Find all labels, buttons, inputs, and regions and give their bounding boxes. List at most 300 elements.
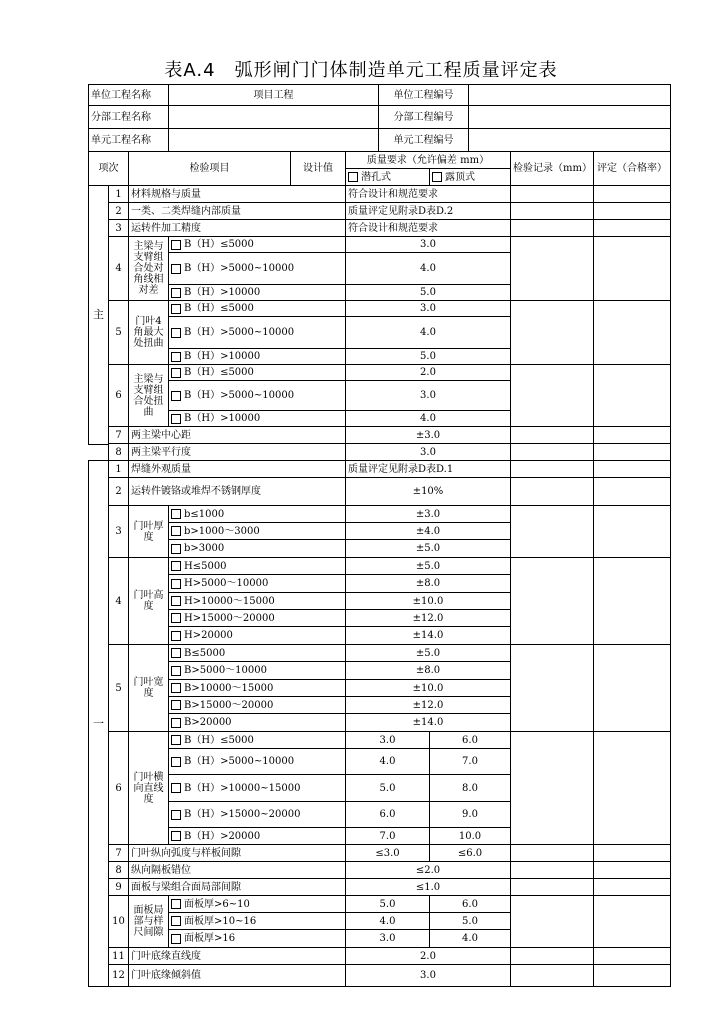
row-req-text: 2.0 [420, 950, 436, 962]
row-option [168, 380, 346, 411]
row-req-submerged [345, 731, 430, 749]
row-item-text: 主梁与支臂组合处扭曲 [133, 373, 164, 418]
row-req-text: ±14.0 [412, 630, 444, 641]
row-req-exposed [429, 929, 511, 948]
row-req-text: ±8.0 [415, 665, 441, 676]
row-item-text: 运转件加工精度 [131, 222, 201, 234]
row-req-text: ±5.0 [415, 543, 441, 554]
row-option [168, 364, 346, 381]
row-record[interactable] [510, 300, 594, 365]
row-item [128, 219, 346, 237]
row-req-text: ±4.0 [415, 525, 441, 537]
option-text: b≤1000 [184, 508, 225, 520]
row-eval[interactable] [593, 947, 671, 965]
option-text: B>10000～15000 [184, 682, 274, 694]
row-no [108, 895, 129, 948]
row-req-text: 3.0 [420, 239, 436, 250]
row-item [128, 202, 346, 220]
checkbox-icon[interactable] [171, 613, 181, 623]
option-text: B（H）>10000 [184, 287, 261, 298]
row-no-text: 3 [115, 222, 122, 234]
option-text: B>20000 [184, 717, 232, 728]
col-seq-text: 项次 [98, 163, 119, 174]
row-eval[interactable] [593, 844, 671, 862]
option-text: 潜孔式 [361, 171, 391, 183]
row-req-text: ±12.0 [412, 612, 444, 624]
checkbox-icon[interactable] [171, 700, 181, 710]
row-record[interactable] [510, 477, 594, 506]
row-item [128, 731, 169, 845]
row-eval[interactable] [593, 878, 671, 896]
label-unit-project [88, 84, 169, 106]
row-req-exposed-text: 9.0 [462, 809, 478, 820]
row-item-text: 面板与梁组合面局部间隙 [131, 881, 241, 893]
row-item [128, 947, 346, 965]
row-req-text: 4.0 [420, 413, 436, 424]
row-option [168, 731, 346, 749]
row-eval[interactable] [593, 861, 671, 879]
row-no [108, 557, 129, 645]
col-submerged [345, 168, 430, 186]
row-record[interactable] [510, 443, 594, 461]
checkbox-icon[interactable] [171, 240, 181, 250]
row-req-text: ≤2.0 [415, 864, 441, 876]
row-no-text: 6 [115, 390, 122, 401]
row-req-text: ±12.0 [412, 699, 444, 711]
checkbox-icon[interactable] [171, 899, 181, 909]
row-record[interactable] [510, 557, 594, 645]
row-req-submerged [345, 895, 430, 913]
value-unit-project[interactable] [168, 84, 379, 106]
row-req-text: ±3.0 [415, 508, 441, 520]
option-text: B（H）≤5000 [184, 734, 254, 746]
row-item-text: 门叶4角最大处扭曲 [133, 316, 164, 349]
row-item [128, 964, 346, 987]
option-text: 面板厚>16 [184, 933, 236, 944]
row-req-exposed [429, 731, 511, 749]
row-no-text: 5 [115, 327, 122, 338]
row-option [168, 348, 346, 365]
row-item [128, 185, 346, 203]
row-req [345, 644, 511, 662]
row-req [345, 348, 511, 365]
row-req-text: 3.0 [420, 303, 436, 314]
row-req [345, 696, 511, 714]
col-quality-req [345, 151, 511, 169]
row-req-text: 3.0 [420, 390, 436, 401]
row-eval[interactable] [593, 964, 671, 987]
row-item [128, 505, 169, 558]
row-item [128, 557, 169, 645]
row-req [345, 185, 511, 203]
row-req [345, 522, 511, 540]
label-unit-code [378, 84, 469, 106]
row-req-text: 符合设计和规范要求 [348, 222, 438, 234]
checkbox-icon[interactable] [171, 526, 181, 536]
row-no-text: 10 [112, 916, 125, 927]
row-req-exposed [429, 827, 511, 845]
checkbox-icon[interactable] [171, 561, 181, 571]
row-req [345, 661, 511, 680]
row-record[interactable] [510, 895, 594, 948]
label-sub-project-text: 分部工程名称 [91, 111, 151, 123]
row-item [128, 844, 346, 862]
row-record[interactable] [510, 185, 594, 203]
option-text: B（H）≤5000 [184, 303, 254, 314]
row-req-submerged [345, 912, 430, 930]
row-no [108, 964, 129, 987]
row-item-text: 门叶纵向弧度与样板间隙 [131, 847, 241, 859]
row-item-text: 两主梁中心距 [131, 429, 191, 441]
checkbox-icon[interactable] [171, 916, 181, 926]
row-req [345, 380, 511, 411]
row-req [345, 861, 511, 879]
row-req-submerged-text: ≤3.0 [375, 847, 400, 859]
row-req [345, 284, 511, 301]
col-item-text: 检验项目 [189, 163, 230, 174]
row-req-exposed-text: 4.0 [462, 933, 478, 944]
row-req [345, 574, 511, 593]
row-option [168, 748, 346, 775]
row-no [108, 300, 129, 365]
row-eval[interactable] [593, 185, 671, 203]
row-option [168, 895, 346, 913]
row-req [345, 236, 511, 253]
option-text: B（H）>10000 [184, 351, 261, 362]
row-item-text: 门叶宽度 [133, 677, 164, 699]
row-item [128, 426, 346, 444]
col-record-text: 检验记录（mm） [513, 163, 592, 174]
row-req-submerged-text: 4.0 [379, 756, 396, 767]
col-eval [593, 151, 671, 186]
row-req-text: 质量评定见附录D表D.1 [348, 463, 454, 475]
row-req-submerged [345, 801, 430, 828]
option-text: B（H）≤5000 [184, 239, 254, 250]
row-req-submerged [345, 774, 430, 802]
row-option [168, 912, 346, 930]
row-req-exposed-text: 10.0 [458, 830, 482, 842]
row-no [108, 426, 129, 444]
row-item-text: 焊缝外观质量 [131, 463, 191, 475]
row-req-text: 3.0 [420, 446, 436, 458]
checkbox-icon[interactable] [171, 757, 181, 767]
label-unit-project-text: 单位工程名称 [91, 89, 151, 101]
row-item-text: 门叶底缘倾斜值 [131, 970, 201, 981]
label-element-project-text: 单元工程名称 [91, 134, 151, 146]
value-element-project[interactable] [168, 128, 379, 152]
row-req-exposed [429, 844, 511, 862]
row-item-text: 门叶横向直线度 [133, 771, 164, 805]
row-req-text: ±3.0 [415, 429, 441, 441]
row-req-submerged [345, 929, 430, 948]
checkbox-icon[interactable] [171, 328, 181, 338]
col-record [510, 151, 594, 186]
row-option [168, 252, 346, 285]
checkbox-icon[interactable] [171, 631, 181, 641]
option-text: H>5000～10000 [184, 578, 269, 589]
row-no-text: 11 [112, 950, 125, 962]
row-no [108, 844, 129, 862]
row-req-exposed-text: 8.0 [462, 782, 478, 794]
row-no-text: 8 [115, 446, 122, 458]
checkbox-icon[interactable] [171, 414, 181, 424]
row-record[interactable] [510, 644, 594, 732]
row-option [168, 774, 346, 802]
quality-table [88, 84, 670, 986]
row-req-text: 2.0 [420, 367, 436, 378]
row-req-submerged [345, 844, 430, 862]
row-option [168, 316, 346, 349]
row-record[interactable] [510, 364, 594, 427]
row-req-exposed-text: 7.0 [462, 756, 478, 767]
row-item-text: 一类、二类焊缝内部质量 [131, 205, 241, 217]
row-record[interactable] [510, 731, 594, 845]
row-option [168, 592, 346, 610]
row-req [345, 964, 511, 987]
checkbox-icon[interactable] [171, 596, 181, 606]
row-option [168, 410, 346, 427]
row-option [168, 505, 346, 523]
row-option [168, 827, 346, 845]
row-option [168, 679, 346, 697]
row-req-exposed [429, 801, 511, 828]
row-item [128, 644, 169, 732]
checkbox-icon[interactable] [171, 648, 181, 658]
row-no-text: 2 [115, 205, 122, 217]
row-req-exposed-text: 5.0 [462, 915, 478, 927]
option-text: B≤5000 [184, 647, 226, 659]
row-req-exposed [429, 774, 511, 802]
row-req-submerged [345, 748, 430, 775]
row-option [168, 557, 346, 575]
checkbox-icon[interactable] [171, 391, 181, 401]
option-text: B（H）>15000~20000 [184, 809, 301, 820]
row-no [108, 236, 129, 301]
row-eval[interactable] [593, 202, 671, 220]
row-no-text: 1 [115, 188, 122, 200]
row-req-submerged-text: 3.0 [379, 933, 396, 944]
row-req-submerged-text: 5.0 [379, 898, 396, 910]
row-req-submerged-text: 5.0 [379, 782, 396, 794]
option-text: B（H）>10000~15000 [184, 782, 301, 794]
row-req-text: 质量评定见附录D表D.2 [348, 205, 454, 217]
row-record[interactable] [510, 505, 594, 558]
row-option [168, 284, 346, 301]
row-req [345, 202, 511, 220]
checkbox-icon[interactable] [171, 683, 181, 693]
row-record[interactable] [510, 460, 594, 478]
checkbox-icon[interactable] [171, 352, 181, 362]
checkbox-icon[interactable] [171, 579, 181, 589]
row-req [345, 252, 511, 285]
option-text: B>5000～10000 [184, 665, 267, 676]
col-eval-text: 评定（合格率） [597, 163, 667, 174]
row-option [168, 644, 346, 662]
row-item-text: 面板局部与样尺间隙 [133, 905, 164, 938]
row-no [108, 947, 129, 965]
row-record[interactable] [510, 947, 594, 965]
row-no-text: 5 [115, 682, 122, 694]
row-item [128, 477, 346, 506]
row-item [128, 300, 169, 365]
option-text: B（H）>5000~10000 [184, 756, 295, 767]
row-eval[interactable] [593, 505, 671, 558]
checkbox-icon[interactable] [171, 264, 181, 274]
row-no [108, 477, 129, 506]
checkbox-icon[interactable] [171, 666, 181, 676]
row-req-text: 3.0 [420, 970, 436, 981]
row-req [345, 609, 511, 627]
row-req-exposed-text: ≤6.0 [457, 847, 483, 859]
row-no-text: 4 [115, 263, 122, 274]
row-req [345, 460, 511, 478]
row-no-text: 6 [115, 782, 122, 794]
row-req [345, 947, 511, 965]
row-record[interactable] [510, 878, 594, 896]
checkbox-icon[interactable] [171, 810, 181, 820]
row-req [345, 443, 511, 461]
checkbox-icon[interactable] [171, 718, 181, 728]
row-req-submerged-text: 7.0 [379, 830, 396, 842]
row-eval[interactable] [593, 364, 671, 427]
row-no-text: 7 [115, 429, 122, 441]
row-eval[interactable] [593, 219, 671, 237]
row-eval[interactable] [593, 557, 671, 645]
row-no [108, 505, 129, 558]
row-req-text: ±5.0 [415, 647, 441, 659]
option-text: H≤5000 [184, 560, 227, 572]
section-letter: 主 [93, 308, 104, 321]
row-req-submerged-text: 4.0 [379, 915, 396, 927]
row-eval[interactable] [593, 644, 671, 732]
option-text: 露顶式 [445, 171, 475, 183]
row-record[interactable] [510, 236, 594, 301]
row-no-text: 4 [115, 595, 122, 607]
row-item-text: 两主梁平行度 [131, 446, 191, 458]
row-req-text: ±5.0 [415, 560, 441, 572]
option-text: B（H）>5000~10000 [184, 327, 295, 338]
row-req-submerged-text: 6.0 [379, 809, 396, 820]
row-record[interactable] [510, 219, 594, 237]
checkbox-icon[interactable] [171, 783, 181, 793]
row-no [108, 861, 129, 879]
row-req [345, 878, 511, 896]
label-element-code-text: 单元工程编号 [393, 134, 454, 146]
checkbox-icon[interactable] [432, 172, 442, 182]
row-no [108, 219, 129, 237]
col-item [128, 151, 291, 186]
row-no-text: 1 [115, 463, 122, 475]
checkbox-icon[interactable] [171, 288, 181, 298]
row-option [168, 801, 346, 828]
row-eval[interactable] [593, 300, 671, 365]
row-req [345, 316, 511, 349]
row-eval[interactable] [593, 443, 671, 461]
row-eval[interactable] [593, 426, 671, 444]
row-no-text: 8 [115, 864, 122, 876]
row-option [168, 696, 346, 714]
row-eval[interactable] [593, 460, 671, 478]
row-item-text: 门叶厚度 [133, 520, 164, 543]
col-design-text: 设计值 [303, 163, 333, 174]
row-no [108, 731, 129, 845]
checkbox-icon[interactable] [171, 368, 181, 378]
section-main [88, 185, 109, 445]
row-req [345, 219, 511, 237]
option-text: B（H）>5000~10000 [184, 263, 295, 274]
checkbox-icon[interactable] [348, 172, 358, 182]
row-no [108, 460, 129, 478]
row-req-text: 符合设计和规范要求 [348, 188, 438, 200]
checkbox-icon[interactable] [171, 831, 181, 841]
label-sub-code [378, 105, 469, 129]
col-seq [88, 151, 129, 186]
value-unit-code[interactable] [468, 84, 671, 106]
option-text: B（H）>20000 [184, 830, 261, 842]
row-record[interactable] [510, 861, 594, 879]
row-eval[interactable] [593, 236, 671, 301]
row-eval[interactable] [593, 731, 671, 845]
row-req-text: ±14.0 [412, 717, 444, 728]
row-record[interactable] [510, 844, 594, 862]
row-req [345, 505, 511, 523]
row-req-text: ±10.0 [412, 682, 444, 694]
row-record[interactable] [510, 964, 594, 987]
row-no-text: 3 [115, 526, 122, 537]
option-text: b>1000～3000 [184, 525, 260, 537]
row-record[interactable] [510, 426, 594, 444]
row-no [108, 202, 129, 220]
value-element-code[interactable] [468, 128, 671, 152]
row-req-text: 5.0 [420, 351, 436, 362]
row-req-submerged-text: 3.0 [379, 734, 396, 746]
section-general [88, 460, 109, 987]
row-item-text: 运转件镀铬或堆焊不锈钢厚度 [131, 486, 261, 497]
option-text: H>20000 [184, 630, 233, 641]
checkbox-icon[interactable] [171, 934, 181, 944]
row-option [168, 661, 346, 680]
row-no-text: 12 [112, 970, 125, 981]
option-text: B（H）>5000~10000 [184, 390, 295, 401]
option-text: b>3000 [184, 543, 225, 554]
row-req-submerged [345, 827, 430, 845]
row-option [168, 522, 346, 540]
row-req-text: ±10.0 [412, 595, 444, 607]
row-req [345, 364, 511, 381]
option-text: B>15000～20000 [184, 699, 274, 711]
row-eval[interactable] [593, 895, 671, 948]
checkbox-icon[interactable] [171, 304, 181, 314]
row-req-text: 4.0 [420, 327, 436, 338]
checkbox-icon[interactable] [171, 509, 181, 519]
row-req [345, 539, 511, 558]
row-req [345, 410, 511, 427]
value-sub-project[interactable] [168, 105, 379, 129]
row-eval[interactable] [593, 477, 671, 506]
checkbox-icon[interactable] [171, 544, 181, 554]
row-no-text: 7 [115, 847, 122, 859]
section-letter: 一 [93, 716, 104, 730]
row-option [168, 539, 346, 558]
row-item-text: 纵向隔板错位 [131, 864, 191, 876]
col-quality-req-text: 质量要求（允许偏差 mm） [366, 154, 490, 166]
row-no [108, 364, 129, 427]
option-text: H>15000～20000 [184, 612, 275, 624]
checkbox-icon[interactable] [171, 735, 181, 745]
value-sub-code[interactable] [468, 105, 671, 129]
row-record[interactable] [510, 202, 594, 220]
row-option [168, 609, 346, 627]
